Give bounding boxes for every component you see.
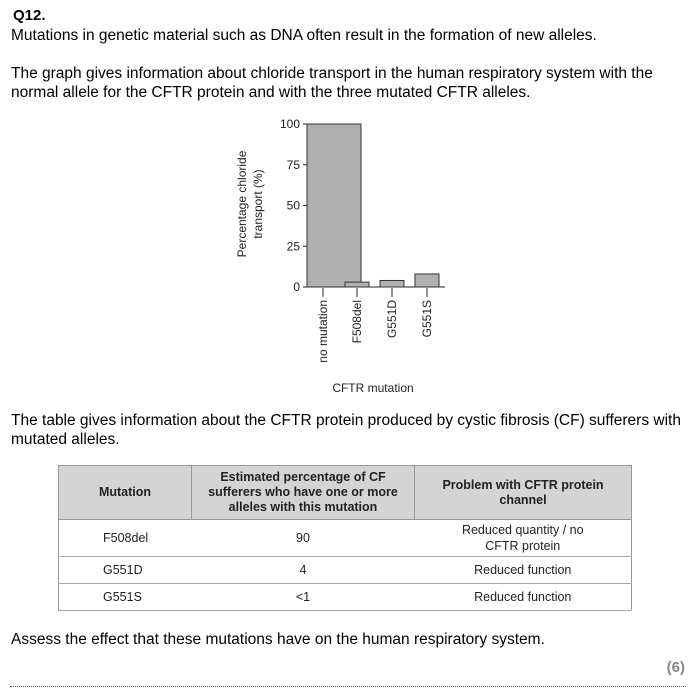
cftr-table <box>58 465 632 611</box>
bar-g551s <box>415 274 439 287</box>
x-tick-labels <box>316 288 434 363</box>
cell-mutation: F508del <box>59 520 192 557</box>
cell-percentage: <1 <box>192 584 415 611</box>
x-tick-label: G551D <box>385 300 399 339</box>
y-ticks <box>280 117 308 294</box>
x-tick-label: no mutation <box>316 300 330 363</box>
y-tick-label: 50 <box>286 198 300 213</box>
y-tick-label: 25 <box>286 239 300 254</box>
y-tick-label: 100 <box>279 117 300 131</box>
cell-percentage: 90 <box>192 520 415 557</box>
y-axis-label-line-1: Percentage chloride <box>235 150 249 258</box>
header-mutation: Mutation <box>59 466 192 520</box>
x-axis-label: CFTR mutation <box>332 381 414 395</box>
x-tick-label: F508del <box>350 300 364 344</box>
y-tick-label: 75 <box>286 157 300 172</box>
cell-problem: Reduced quantity / no CFTR protein <box>415 520 632 557</box>
cell-problem: Reduced function <box>415 584 632 611</box>
table-row <box>59 520 632 557</box>
graph-intro: The graph gives information about chloride transport in the human respiratory system with the normal allele for the CFTR protein and with the three mutated CFTR alleles. <box>11 65 653 101</box>
table-intro: The table gives information about the CFTR protein produced by cystic fibrosis (CF) sufferers with mutated alleles. <box>11 412 681 448</box>
table-row <box>59 584 632 611</box>
bar-no-mutation <box>307 124 361 287</box>
y-axis <box>308 124 445 287</box>
cell-mutation: G551D <box>59 557 192 584</box>
bar-f508del <box>345 282 369 287</box>
bars <box>307 124 439 287</box>
cell-mutation: G551S <box>59 584 192 611</box>
bar-g551d <box>380 280 404 287</box>
header-percentage: Estimated percentage of CF sufferers who have one or more alleles with this mutation <box>192 466 415 520</box>
y-tick-label: 0 <box>293 280 300 294</box>
cell-percentage: 4 <box>192 557 415 584</box>
y-axis-label-line-2: transport (%) <box>251 169 265 239</box>
question-number: Q12. <box>13 7 46 24</box>
marks-label: (6) <box>666 659 685 676</box>
question-intro: Mutations in genetic material such as DNA often result in the formation of new alleles. <box>11 27 597 44</box>
cell-problem: Reduced function <box>415 557 632 584</box>
header-problem: Problem with CFTR protein channel <box>415 466 632 520</box>
table-row <box>59 557 632 584</box>
answer-line[interactable] <box>10 686 686 687</box>
x-tick-label: G551S <box>420 300 434 338</box>
question-prompt: Assess the effect that these mutations have on the human respiratory system. <box>11 631 545 648</box>
table-header-row <box>59 466 632 520</box>
